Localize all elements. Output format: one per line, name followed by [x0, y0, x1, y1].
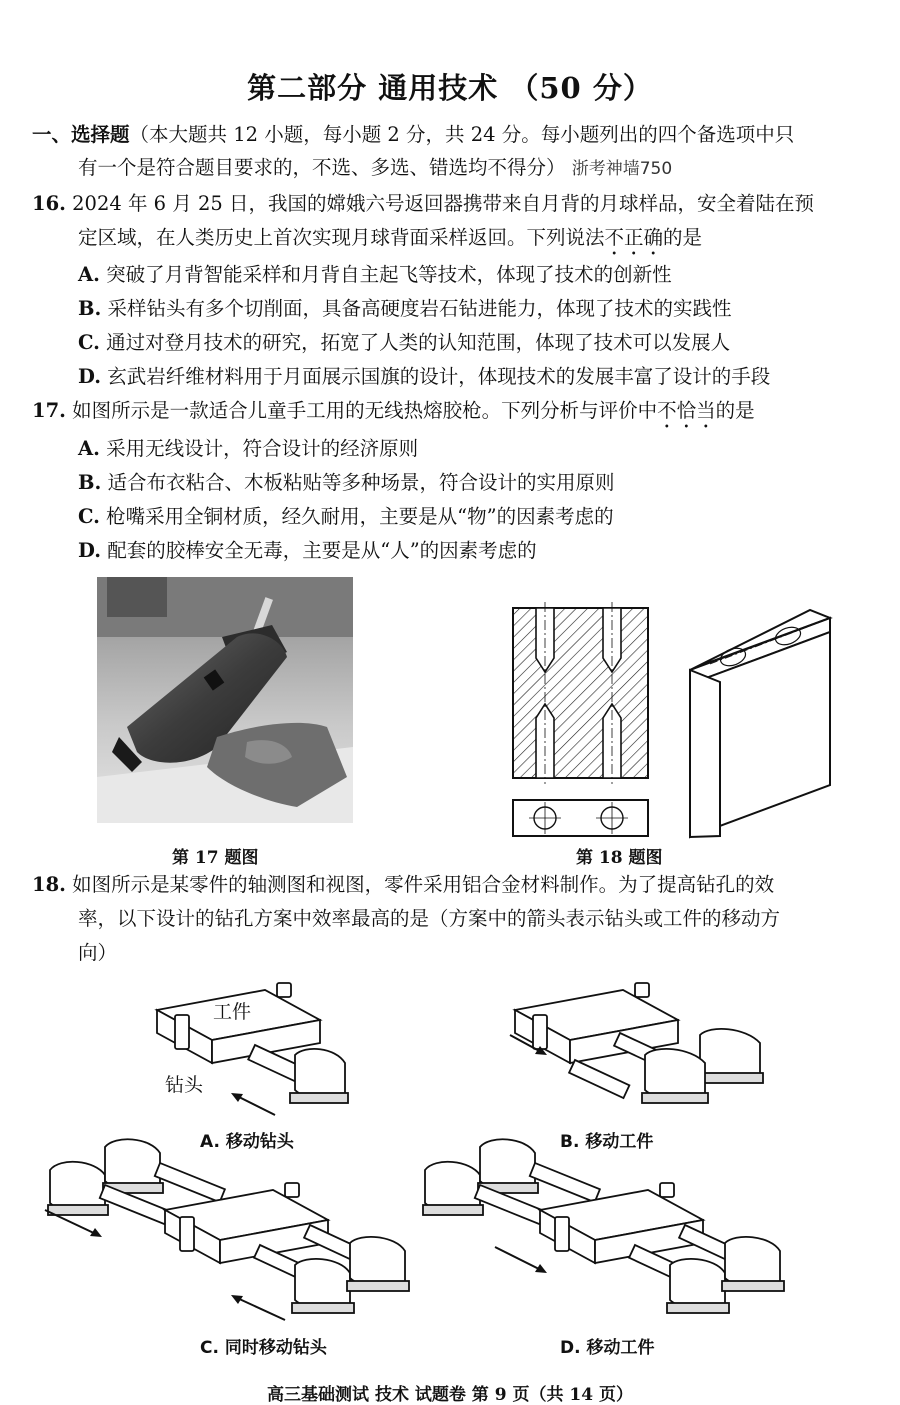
arrow-c-right — [235, 1297, 285, 1320]
section-heading: 一、选择题 — [32, 123, 130, 146]
fig17-caption: 第 17 题图 — [172, 848, 259, 868]
option-b-diagram — [505, 975, 785, 1125]
arrow-d — [495, 1247, 543, 1271]
option-c-diagram — [40, 1135, 420, 1335]
option-text: 移动工件 — [585, 1132, 654, 1152]
section-desc-1: （本大题共 12 小题，每小题 2 分，共 24 分。每小题列出的四个备选项中只 — [129, 123, 795, 146]
option-text: 适合布衣粘合、木板粘贴等多种场景，符合设计的实用原则 — [107, 471, 615, 494]
q17-emphasis: 不恰当 — [657, 399, 716, 422]
watermark: 浙考神墙750 — [571, 159, 673, 179]
q18-line3: 向） — [78, 941, 118, 964]
option-label: C. — [200, 1338, 219, 1358]
q18-stem-1: 如图所示是某零件的轴测图和视图，零件采用铝合金材料制作。为了提高钻孔的效 — [72, 873, 775, 896]
option-text: 配套的胶棒安全无毒，主要是从“人”的因素考虑的 — [107, 539, 537, 562]
q18-line1 — [32, 872, 774, 898]
q16-option-b[interactable] — [78, 296, 732, 322]
q17-option-d[interactable] — [78, 538, 537, 564]
section-desc-line2 — [78, 155, 672, 182]
q16-line2 — [78, 225, 702, 260]
option-text: 采用无线设计，符合设计的经济原则 — [106, 437, 419, 460]
option-text: 移动工件 — [586, 1338, 655, 1358]
q17-option-a[interactable] — [78, 436, 418, 462]
q18-line2: 率，以下设计的钻孔方案中效率最高的是（方案中的箭头表示钻头或工件的移动方 — [78, 907, 781, 930]
label-drill: 钻头 — [165, 1074, 204, 1096]
option-d-diagram — [415, 1135, 795, 1335]
section-heading-line — [32, 122, 794, 148]
page-footer: 高三基础测试 技术 试题卷 第 9 页（共 14 页） — [267, 1385, 633, 1405]
option-text: 突破了月背智能采样和月背自主起飞等技术，体现了技术的创新性 — [106, 263, 672, 286]
q16-option-d[interactable] — [78, 364, 770, 390]
option-text: 采样钻头有多个切削面，具备高硬度岩石钻进能力，体现了技术的实践性 — [107, 297, 732, 320]
q16-emphasis: 不正确 — [604, 226, 664, 249]
q17-number: 17. — [32, 399, 66, 422]
option-text: 通过对登月技术的研究，拓宽了人类的认知范围，体现了技术可以发展人 — [106, 331, 731, 354]
q17-option-b[interactable] — [78, 470, 615, 496]
label-workpiece: 工件 — [213, 1001, 252, 1023]
part-drawing — [505, 600, 835, 840]
option-c-caption[interactable] — [200, 1333, 327, 1358]
option-label: B. — [78, 297, 102, 320]
option-label: D. — [78, 365, 102, 388]
option-label: B. — [560, 1132, 580, 1152]
glue-gun-photo — [97, 577, 353, 823]
option-label: A. — [200, 1132, 220, 1152]
option-text: 同时移动钻头 — [224, 1338, 327, 1358]
option-label: D. — [560, 1338, 581, 1358]
option-label: B. — [78, 471, 102, 494]
option-label: D. — [78, 539, 102, 562]
q18-number: 18. — [32, 873, 66, 896]
q17-stem-1: 如图所示是一款适合儿童手工用的无线热熔胶枪。下列分析与评价中 — [72, 399, 658, 422]
page-title: 第二部分 通用技术 （50 分） — [247, 71, 653, 105]
option-label: A. — [78, 263, 100, 286]
q17-stem-2: 的是 — [715, 399, 755, 422]
q16-option-c[interactable] — [78, 330, 730, 356]
q16-number: 16. — [32, 192, 66, 215]
option-d-caption[interactable] — [560, 1333, 655, 1358]
option-text: 玄武岩纤维材料用于月面展示国旗的设计，体现技术的发展丰富了设计的手段 — [107, 365, 771, 388]
q16-stem-3: 的是 — [663, 226, 703, 249]
q16-line1 — [32, 191, 814, 217]
fig18-caption: 第 18 题图 — [576, 848, 663, 868]
option-label: C. — [78, 505, 100, 528]
q17-line1 — [32, 398, 755, 433]
q16-option-a[interactable] — [78, 262, 672, 288]
option-label: A. — [78, 437, 100, 460]
option-text: 枪嘴采用全铜材质，经久耐用，主要是从“物”的因素考虑的 — [106, 505, 614, 528]
section-desc-2: 有一个是符合题目要求的，不选、多选、错选均不得分） — [78, 156, 566, 179]
option-a-diagram — [145, 975, 365, 1125]
arrow-a — [235, 1095, 275, 1115]
q16-stem-2: 定区域，在人类历史上首次实现月球背面采样返回。下列说法 — [78, 226, 605, 249]
q16-stem-1: 2024 年 6 月 25 日，我国的嫦娥六号返回器携带来自月背的月球样品，安全着陆在预 — [72, 192, 814, 215]
q17-option-c[interactable] — [78, 504, 614, 530]
option-label: C. — [78, 331, 100, 354]
option-text: 移动钻头 — [225, 1132, 294, 1152]
